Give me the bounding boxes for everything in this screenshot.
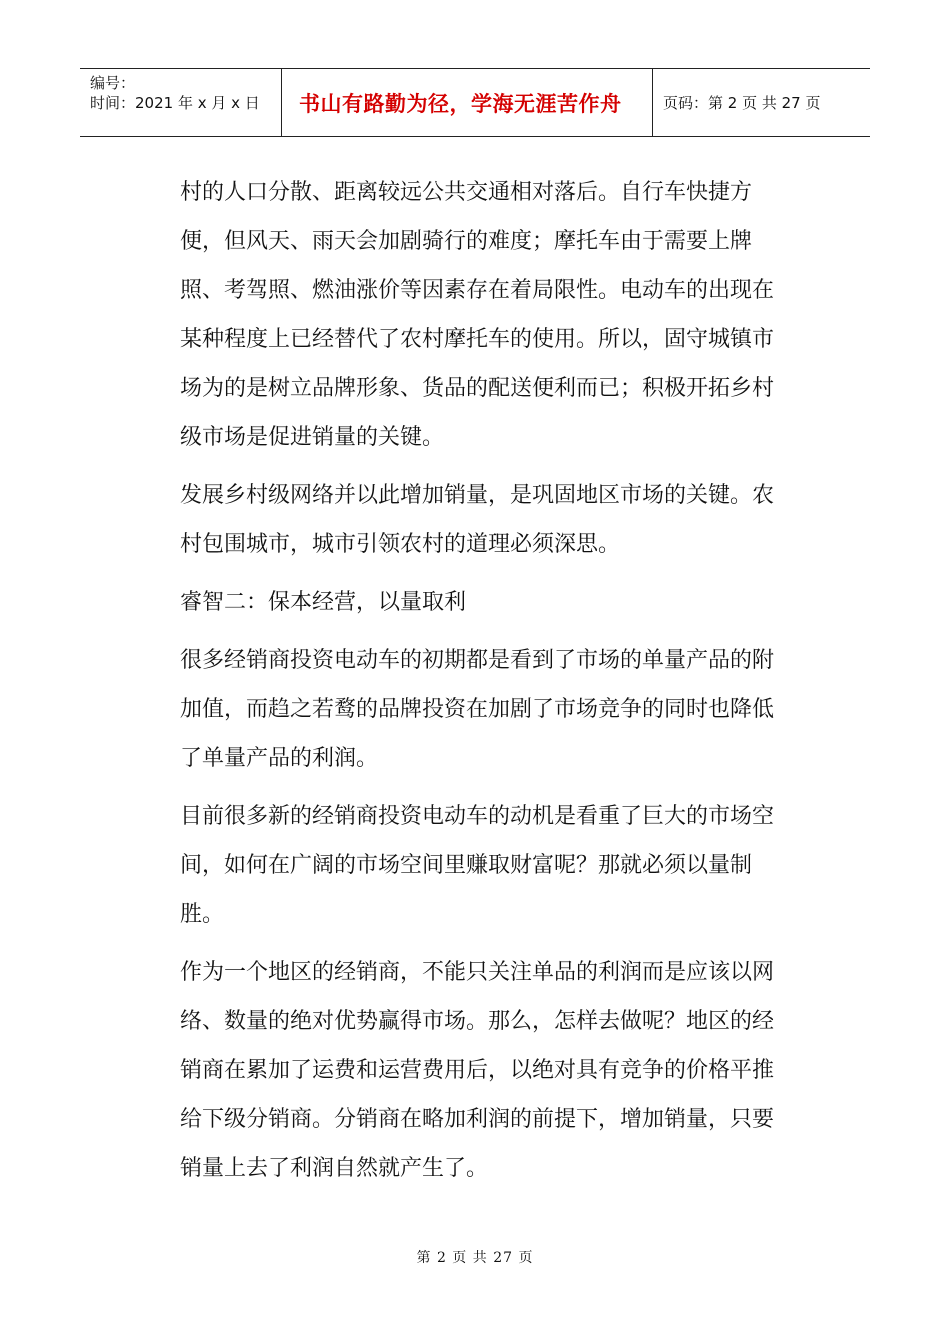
page-footer: 第 2 页 共 27 页 — [416, 1250, 534, 1266]
section-heading: 睿智二：保本经营，以量取利 — [180, 590, 467, 615]
paragraph: 发展乡村级网络并以此增加销量，是巩固地区市场的关键。农村包围城市，城市引领农村的道理必须深思。 — [180, 483, 775, 557]
paragraph: 村的人口分散、距离较远公共交通相对落后。自行车快捷方便，但风天、雨天会加剧骑行的难度；摩托车由于需要上牌照、考驾照、燃油涨价等因素存在着局限性。电动车的出现在某种程度上已经替代了农村摩托车的使用。所以，固守城镇市场为的是树立品牌形象、货品的配送便利而已；积极开拓乡村级市场是促进销量的关键。 — [180, 180, 775, 450]
paragraph: 很多经销商投资电动车的初期都是看到了市场的单量产品的附加值，而趋之若鹜的品牌投资在加剧了市场竞争的同时也降低了单量产品的利润。 — [180, 648, 775, 771]
document-date: 时间：2021 年 x 月 x 日 — [90, 94, 260, 112]
paragraph: 作为一个地区的经销商，不能只关注单品的利润而是应该以网络、数量的绝对优势赢得市场。那么，怎样去做呢？地区的经销商在累加了运费和运营费用后，以绝对具有竞争的价格平推给下级分销商。分销商在略加利润的前提下，增加销量，只要销量上去了利润自然就产生了。 — [180, 960, 775, 1181]
document-body — [180, 168, 792, 1202]
document-header — [80, 68, 870, 137]
document-number: 编号： — [90, 74, 136, 92]
header-page-info: 页码：第 2 页 共 27 页 — [663, 94, 821, 112]
header-meta — [80, 69, 282, 136]
paragraph: 目前很多新的经销商投资电动车的动机是看重了巨大的市场空间，如何在广阔的市场空间里赚取财富呢？那就必须以量制胜。 — [180, 804, 775, 927]
header-motto: 书山有路勤为径，学海无涯苦作舟 — [282, 69, 653, 136]
